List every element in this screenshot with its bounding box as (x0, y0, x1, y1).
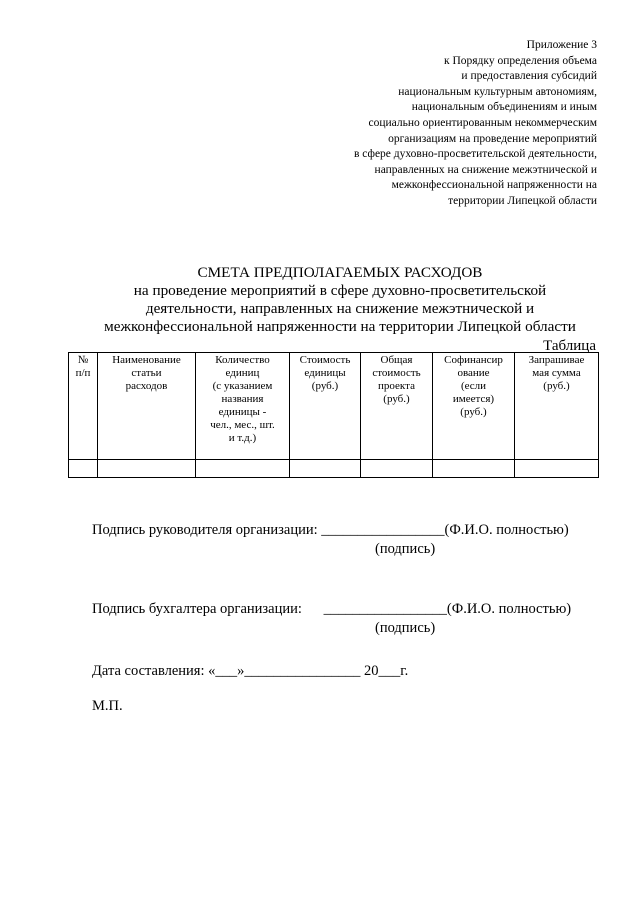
appendix-line: национальным объединениям и иным (411, 101, 597, 114)
header-text-line: (руб.) (383, 393, 410, 405)
table-body (69, 460, 599, 478)
title-line: деятельности, направленных на снижение межэтнической и (145, 300, 535, 317)
table-header-cell (515, 353, 599, 460)
appendix-line: и предоставления субсидий (461, 70, 597, 83)
appendix-line: организациям на проведение мероприятий (388, 132, 597, 145)
accountant-signature-blank[interactable]: _________________ (323, 601, 447, 617)
header-text-line: п/п (75, 367, 91, 379)
header-text-line: статьи (131, 367, 162, 379)
header-text-line: ование (457, 367, 490, 379)
table-cell[interactable] (196, 460, 290, 478)
header-text-line: (с указанием (212, 380, 273, 392)
header-text-line: Количество (215, 354, 270, 366)
header-text-line: Наименование (112, 354, 181, 366)
header-text-line: (руб.) (311, 380, 339, 392)
header-text-line: единицы (304, 367, 346, 379)
date-line[interactable]: Дата составления: «___»________________ 20___г. (92, 663, 409, 679)
header-text-line: Стоимость (299, 354, 351, 366)
table-header-cell (361, 353, 433, 460)
title-line: СМЕТА ПРЕДПОЛАГАЕМЫХ РАСХОДОВ (197, 264, 483, 281)
document-title (60, 264, 620, 336)
head-signature-caption: (подпись) (375, 541, 436, 557)
head-signature-label: Подпись руководителя организации: (92, 522, 322, 538)
accountant-signature-caption: (подпись) (375, 620, 436, 636)
header-text-line: Запрашивае (528, 354, 585, 366)
table-cell[interactable] (515, 460, 599, 478)
table-row (69, 460, 599, 478)
table-header-row (69, 353, 599, 460)
header-text-line: единиц (225, 367, 260, 379)
header-text-line: (руб.) (543, 380, 570, 392)
appendix-line: в сфере духовно-просветительской деятельности, (353, 148, 597, 161)
head-signature-blank[interactable]: _________________ (321, 522, 445, 538)
appendix-line: национальным культурным автономиям, (398, 85, 597, 98)
table-cell[interactable] (98, 460, 196, 478)
appendix-line: социально ориентированным некоммерческим (368, 116, 597, 129)
table-header-cell (433, 353, 515, 460)
stamp-label: М.П. (92, 698, 123, 714)
table-cell[interactable] (69, 460, 98, 478)
header-text-line: расходов (125, 380, 168, 392)
table-header-cell (69, 353, 98, 460)
appendix-line: межконфессиональной напряженности на (391, 179, 597, 192)
header-text-line: единицы - (218, 406, 267, 418)
header-text-line: Общая (380, 354, 413, 366)
table-header-cell (196, 353, 290, 460)
table-header-cell (98, 353, 196, 460)
header-text-line: чел., мес., шт. (210, 419, 275, 431)
appendix-line: Приложение 3 (526, 39, 597, 51)
table-header-cell (290, 353, 361, 460)
header-text-line: мая сумма (532, 367, 581, 379)
header-text-line: Софинансир (444, 354, 503, 366)
header-text-line: проекта (378, 380, 415, 392)
appendix-note (277, 38, 597, 210)
table-cell[interactable] (361, 460, 433, 478)
header-text-line: стоимость (372, 367, 421, 379)
appendix-line: направленных на снижение межэтнической и (374, 163, 597, 176)
header-text-line: № (77, 354, 89, 366)
accountant-signature-line (92, 600, 571, 618)
header-text-line: (если (460, 380, 487, 392)
table-cell[interactable] (433, 460, 515, 478)
header-text-line: и т.д.) (228, 432, 257, 444)
title-line: межконфессиональной напряженности на территории Липецкой области (104, 318, 576, 335)
table-cell[interactable] (290, 460, 361, 478)
appendix-line: территории Липецкой области (448, 194, 597, 207)
table-caption: Таблица (543, 338, 596, 354)
header-text-line: имеется) (452, 393, 495, 405)
header-text-line: названия (221, 393, 264, 405)
head-fio-caption: (Ф.И.О. полностью) (444, 522, 569, 538)
appendix-line: к Порядку определения объема (443, 54, 597, 67)
accountant-fio-caption: (Ф.И.О. полностью) (446, 601, 572, 617)
header-text-line: (руб.) (460, 406, 487, 418)
title-line: на проведение мероприятий в сфере духовно-просветительской (133, 282, 547, 299)
head-signature-line (92, 521, 569, 539)
estimate-table (68, 352, 599, 478)
accountant-signature-label: Подпись бухгалтера организации: (92, 601, 324, 617)
